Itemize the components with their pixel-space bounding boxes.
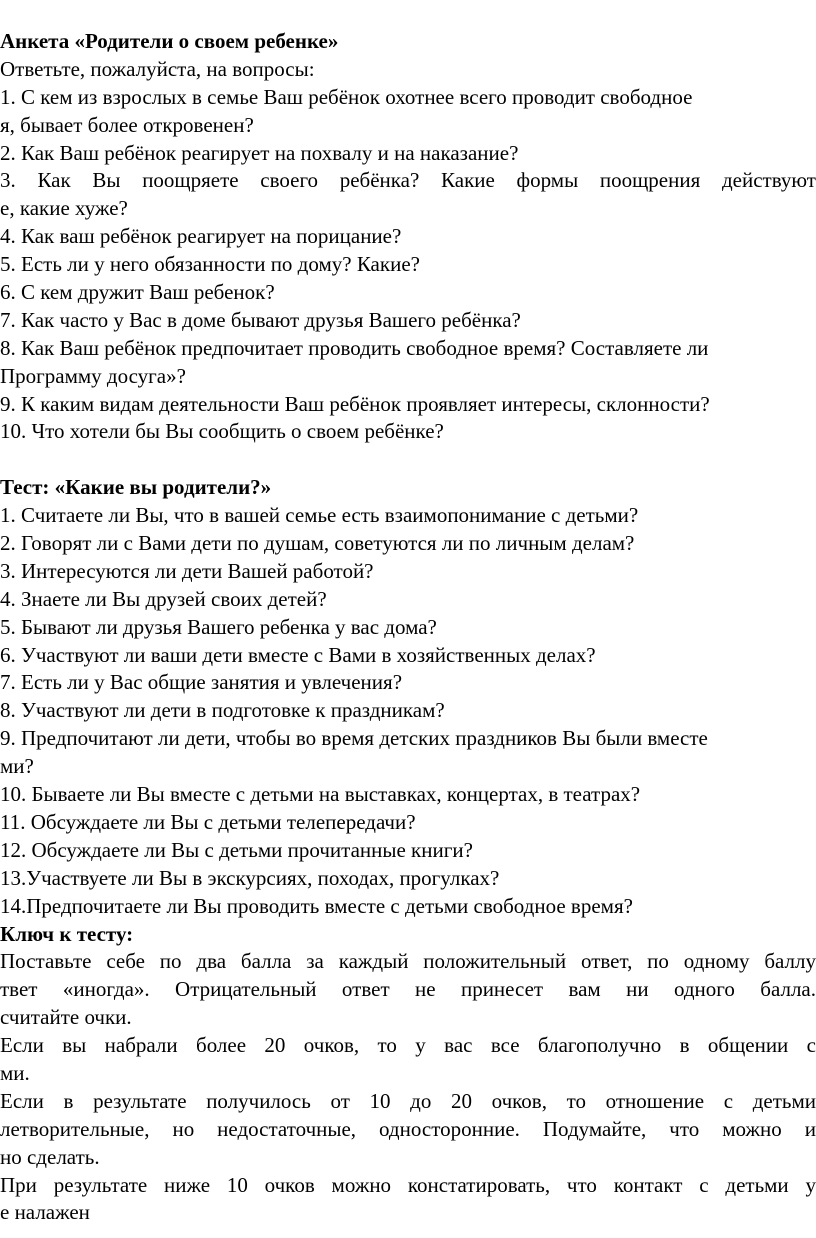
survey-line: 2. Как Ваш ребёнок реагирует на похвалу и на наказание?	[0, 140, 519, 165]
test-line: 7. Есть ли у Вас общие занятия и увлечения?	[0, 670, 403, 695]
survey-line: Программу досуга»?	[0, 363, 186, 388]
survey-title: Анкета «Родители о своем ребенке»	[0, 29, 339, 53]
survey-line: 4. Как ваш ребёнок реагирует на порицание?	[0, 224, 402, 249]
survey-line: 1. С кем из взрослых в семье Ваш ребёнок охотнее всего проводит свободное	[0, 84, 693, 109]
survey-line: 10. Что хотели бы Вы сообщить о своем ребёнке?	[0, 419, 444, 444]
key-line: е налажен	[0, 1200, 90, 1225]
survey-intro: Ответьте, пожалуйста, на вопросы:	[0, 56, 315, 81]
test-line: ми?	[0, 754, 34, 779]
test-line: 4. Знаете ли Вы друзей своих детей?	[0, 586, 327, 611]
key-line: твет «иногда». Отрицательный ответ не принесет вам ни одного балла.	[0, 977, 816, 1002]
key-line: Если вы набрали более 20 очков, то у вас все благополучно в общении с	[0, 1033, 816, 1058]
key-line: При результате ниже 10 очков можно констатировать, что контакт с детьми у	[0, 1172, 816, 1197]
test-line: 12. Обсуждаете ли Вы с детьми прочитанные книги?	[0, 837, 473, 862]
survey-line: 6. С кем дружит Ваш ребенок?	[0, 280, 275, 305]
key-line: Если в результате получилось от 10 до 20 очков, то отношение с детьми	[0, 1088, 816, 1113]
test-line: 5. Бывают ли друзья Вашего ребенка у вас дома?	[0, 614, 437, 639]
test-line: 1. Считаете ли Вы, что в вашей семье есть взаимопонимание с детьми?	[0, 503, 639, 528]
test-line: 3. Интересуются ли дети Вашей работой?	[0, 558, 374, 583]
test-line: 2. Говорят ли с Вами дети по душам, советуются ли по личным делам?	[0, 531, 635, 556]
survey-line: 3. Как Вы поощряете своего ребёнка? Какие формы поощрения действуют	[0, 168, 816, 193]
test-line: 6. Участвуют ли ваши дети вместе с Вами в хозяйственных делах?	[0, 642, 596, 667]
key-line: летворительные, но недостаточные, односторонние. Подумайте, что можно и	[0, 1116, 816, 1141]
key-line: но сделать.	[0, 1144, 100, 1169]
test-line: 11. Обсуждаете ли Вы с детьми телепередачи?	[0, 809, 416, 834]
survey-line: е, какие хуже?	[0, 196, 128, 221]
test-line: 9. Предпочитают ли дети, чтобы во время детских праздников Вы были вместе	[0, 726, 708, 751]
test-line: 13.Участвуете ли Вы в экскурсиях, походах, прогулках?	[0, 865, 500, 890]
key-line: Поставьте себе по два балла за каждый положительный ответ, по одному баллу	[0, 949, 816, 974]
survey-line: 8. Как Ваш ребёнок предпочитает проводить свободное время? Составляете ли	[0, 335, 709, 360]
key-title: Ключ к тесту:	[0, 921, 134, 946]
key-line: ми.	[0, 1060, 30, 1085]
survey-line: 9. К каким видам деятельности Ваш ребёнок проявляет интересы, склонности?	[0, 391, 710, 416]
survey-line: 5. Есть ли у него обязанности по дому? Какие?	[0, 252, 420, 277]
key-line: считайте очки.	[0, 1005, 132, 1030]
test-line: 14.Предпочитаете ли Вы проводить вместе с детьми свободное время?	[0, 893, 633, 918]
test-line: 10. Бываете ли Вы вместе с детьми на выставках, концертах, в театрах?	[0, 782, 641, 807]
survey-line: 7. Как часто у Вас в доме бывают друзья Вашего ребёнка?	[0, 307, 521, 332]
survey-line: я, бывает более откровенен?	[0, 112, 254, 137]
section-spacer	[0, 446, 816, 474]
document-page	[0, 28, 816, 1227]
test-line: 8. Участвуют ли дети в подготовке к праздникам?	[0, 698, 445, 723]
test-title: Тест: «Какие вы родители?»	[0, 475, 272, 500]
